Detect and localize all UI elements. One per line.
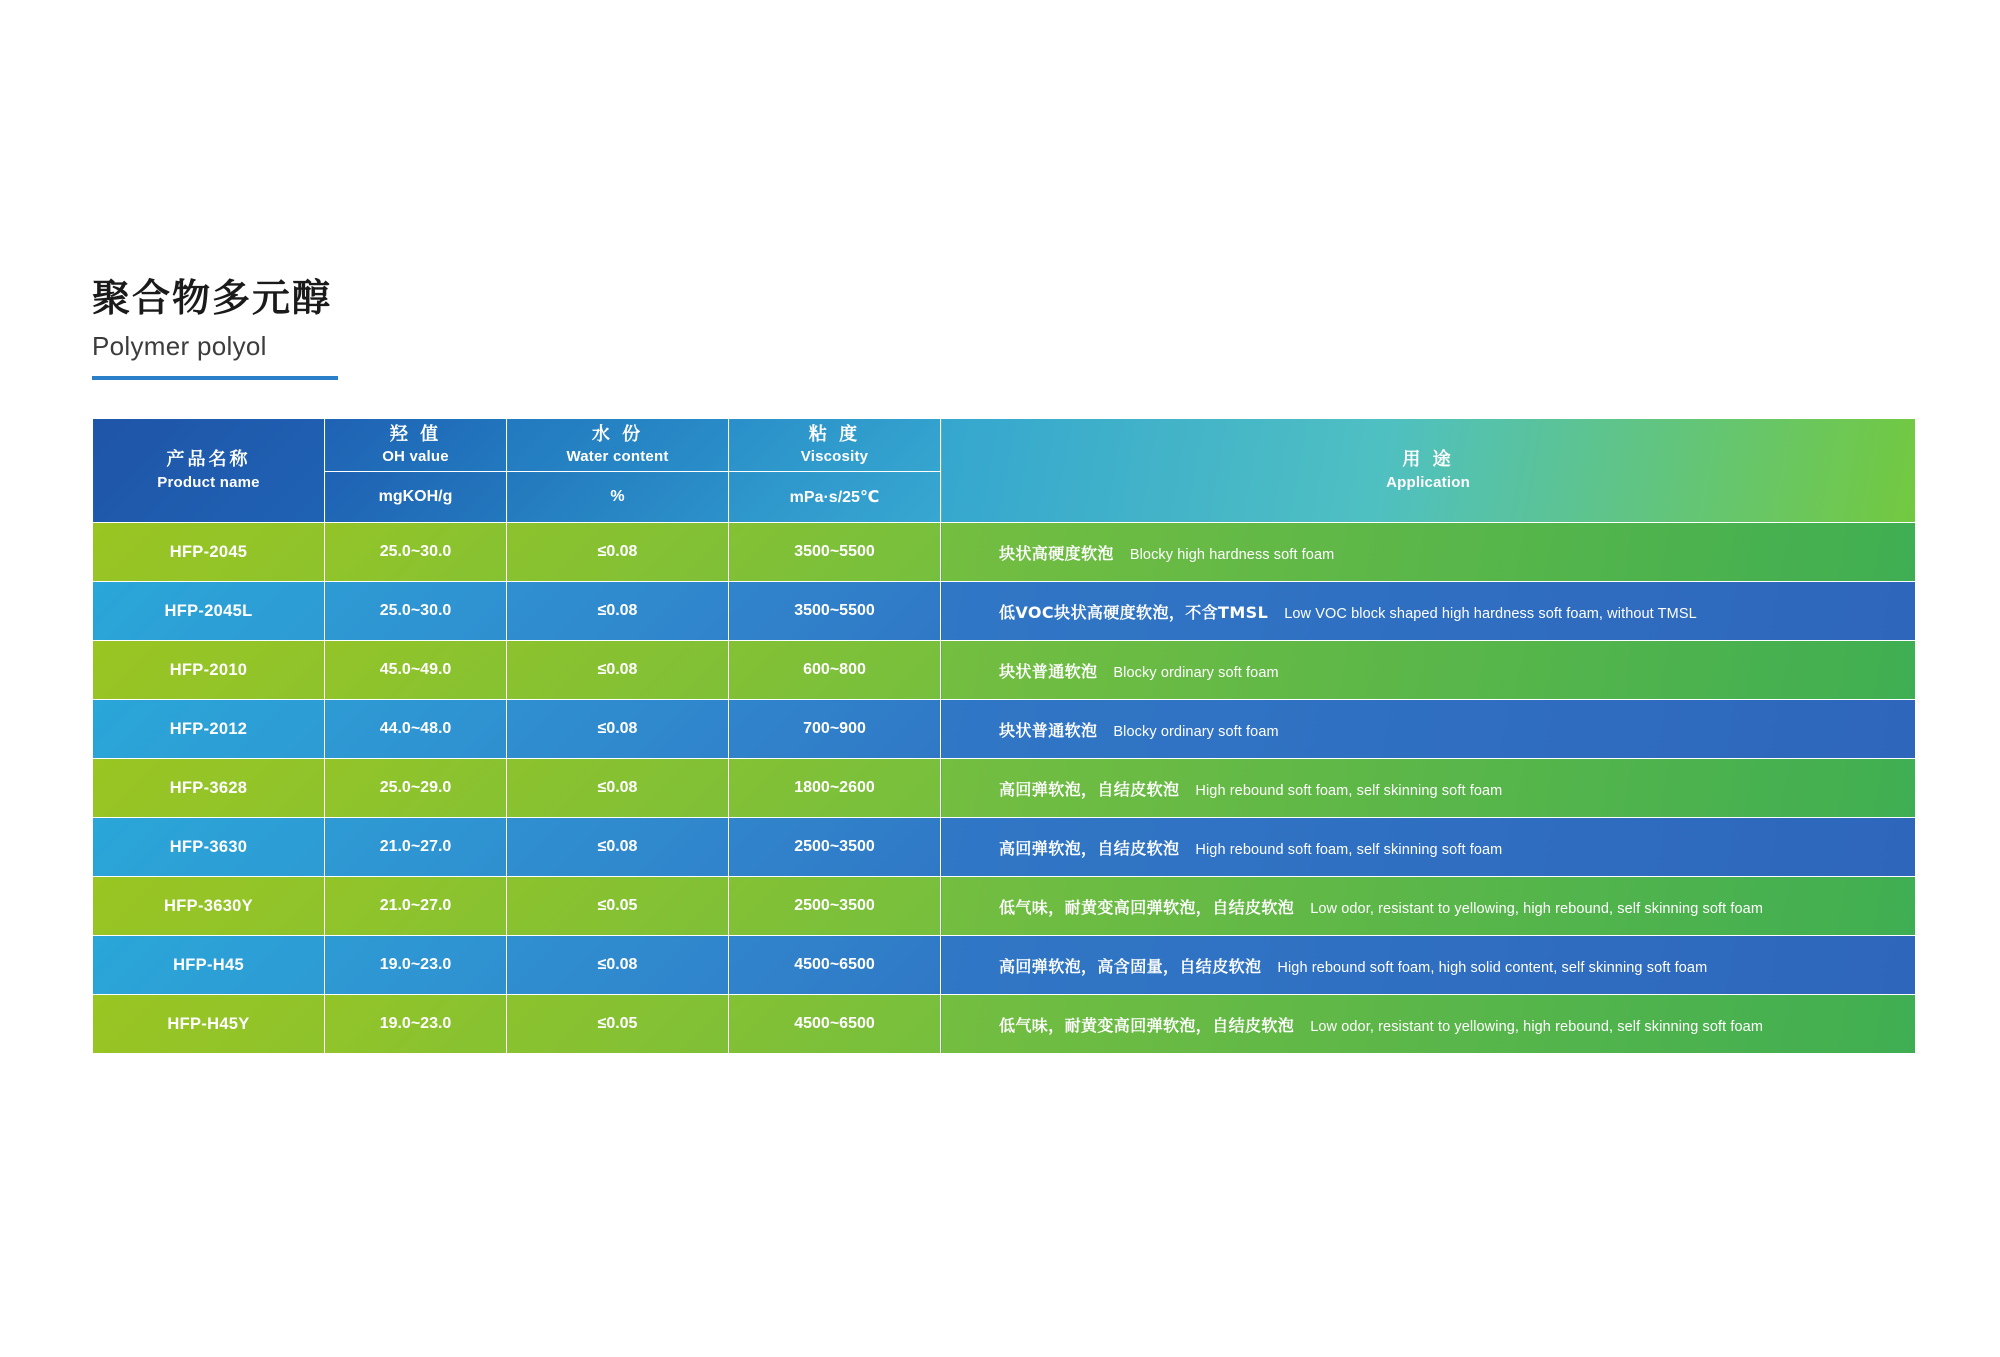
title-underline-rule [92,376,338,380]
cell-application [941,523,1916,582]
cell-product-name: HFP-H45Y [93,995,325,1054]
col-header-application-cn: 用 途 [1402,449,1454,471]
cell-application-cn: 块状普通软泡 [999,720,1098,740]
cell-application [941,818,1916,877]
page-subtitle: Polymer polyol [92,330,267,361]
table-header-row-1 [93,419,1916,472]
cell-product-name: HFP-2045 [93,523,325,582]
col-header-viscosity [729,419,941,472]
cell-application-en: High rebound soft foam, self skinning soft foam [1195,782,1503,799]
cell-application-en: Low odor, resistant to yellowing, high rebound, self skinning soft foam [1310,1018,1764,1035]
cell-oh-value: 25.0~30.0 [325,523,507,582]
col-unit-oh-value: mgKOH/g [325,472,507,523]
cell-oh-value: 19.0~23.0 [325,995,507,1054]
col-header-viscosity-en: Viscosity [800,448,869,466]
col-header-product-name-cn: 产品名称 [166,449,251,471]
cell-viscosity: 600~800 [729,641,941,700]
cell-application-en: Blocky ordinary soft foam [1113,723,1279,740]
cell-water-content: ≤0.08 [507,759,729,818]
cell-application-cn: 低VOC块状高硬度软泡，不含TMSL [999,602,1269,622]
table-header [93,419,1916,523]
table-row [93,759,1916,818]
table-row [93,995,1916,1054]
spec-table-wrapper [92,418,1916,1054]
cell-application [941,877,1916,936]
table-row [93,818,1916,877]
cell-oh-value: 25.0~30.0 [325,582,507,641]
cell-viscosity: 1800~2600 [729,759,941,818]
col-header-oh-value [325,419,507,472]
cell-product-name: HFP-2012 [93,700,325,759]
col-unit-water-content: % [507,472,729,523]
cell-viscosity: 2500~3500 [729,877,941,936]
cell-water-content: ≤0.08 [507,700,729,759]
table-row [93,582,1916,641]
cell-application-en: Blocky ordinary soft foam [1113,664,1279,681]
cell-application-cn: 高回弹软泡，高含固量，自结皮软泡 [999,956,1262,976]
table-body [93,523,1916,1054]
col-header-oh-value-en: OH value [382,448,449,466]
cell-application-en: Blocky high hardness soft foam [1129,546,1335,563]
cell-application-cn: 高回弹软泡，自结皮软泡 [999,779,1180,799]
cell-application [941,641,1916,700]
cell-application-en: Low VOC block shaped high hardness soft foam, without TMSL [1284,605,1697,622]
col-header-oh-value-cn: 羟 值 [389,423,442,445]
col-header-water-content-en: Water content [566,448,669,466]
col-header-application [941,419,1916,523]
cell-water-content: ≤0.08 [507,641,729,700]
cell-application-en: High rebound soft foam, self skinning soft foam [1195,841,1503,858]
cell-application-cn: 块状高硬度软泡 [999,543,1114,563]
cell-application-cn: 块状普通软泡 [999,661,1098,681]
cell-oh-value: 21.0~27.0 [325,818,507,877]
cell-oh-value: 44.0~48.0 [325,700,507,759]
page-title: 聚合物多元醇 [92,276,333,320]
cell-application [941,759,1916,818]
cell-product-name: HFP-H45 [93,936,325,995]
table-row [93,877,1916,936]
table-row [93,523,1916,582]
col-header-product-name-en: Product name [157,473,260,491]
col-header-application-en: Application [1386,473,1470,491]
cell-application-cn: 高回弹软泡，自结皮软泡 [999,838,1180,858]
cell-water-content: ≤0.08 [507,936,729,995]
cell-application-cn: 低气味，耐黄变高回弹软泡，自结皮软泡 [999,1015,1295,1035]
cell-application [941,700,1916,759]
cell-oh-value: 19.0~23.0 [325,936,507,995]
cell-application-cn: 低气味，耐黄变高回弹软泡，自结皮软泡 [999,897,1295,917]
spec-table [92,418,1916,1054]
cell-application [941,582,1916,641]
cell-product-name: HFP-2045L [93,582,325,641]
cell-water-content: ≤0.05 [507,877,729,936]
cell-oh-value: 25.0~29.0 [325,759,507,818]
cell-viscosity: 2500~3500 [729,818,941,877]
cell-viscosity: 4500~6500 [729,995,941,1054]
table-row [93,641,1916,700]
cell-application-en: Low odor, resistant to yellowing, high rebound, self skinning soft foam [1310,900,1764,917]
cell-application [941,995,1916,1054]
table-row [93,936,1916,995]
cell-application-en: High rebound soft foam, high solid content, self skinning soft foam [1277,959,1708,976]
col-header-product-name [93,419,325,523]
cell-viscosity: 700~900 [729,700,941,759]
cell-viscosity: 4500~6500 [729,936,941,995]
cell-water-content: ≤0.08 [507,582,729,641]
cell-product-name: HFP-3630 [93,818,325,877]
col-header-water-content [507,419,729,472]
col-header-water-content-cn: 水 份 [591,423,644,445]
table-row [93,700,1916,759]
cell-viscosity: 3500~5500 [729,582,941,641]
cell-water-content: ≤0.05 [507,995,729,1054]
cell-product-name: HFP-3628 [93,759,325,818]
page-title-block [92,275,792,380]
cell-oh-value: 21.0~27.0 [325,877,507,936]
cell-water-content: ≤0.08 [507,523,729,582]
col-header-viscosity-cn: 粘 度 [808,423,861,445]
cell-viscosity: 3500~5500 [729,523,941,582]
cell-application [941,936,1916,995]
cell-product-name: HFP-3630Y [93,877,325,936]
cell-oh-value: 45.0~49.0 [325,641,507,700]
col-unit-viscosity: mPa·s/25℃ [729,472,941,523]
cell-product-name: HFP-2010 [93,641,325,700]
cell-water-content: ≤0.08 [507,818,729,877]
